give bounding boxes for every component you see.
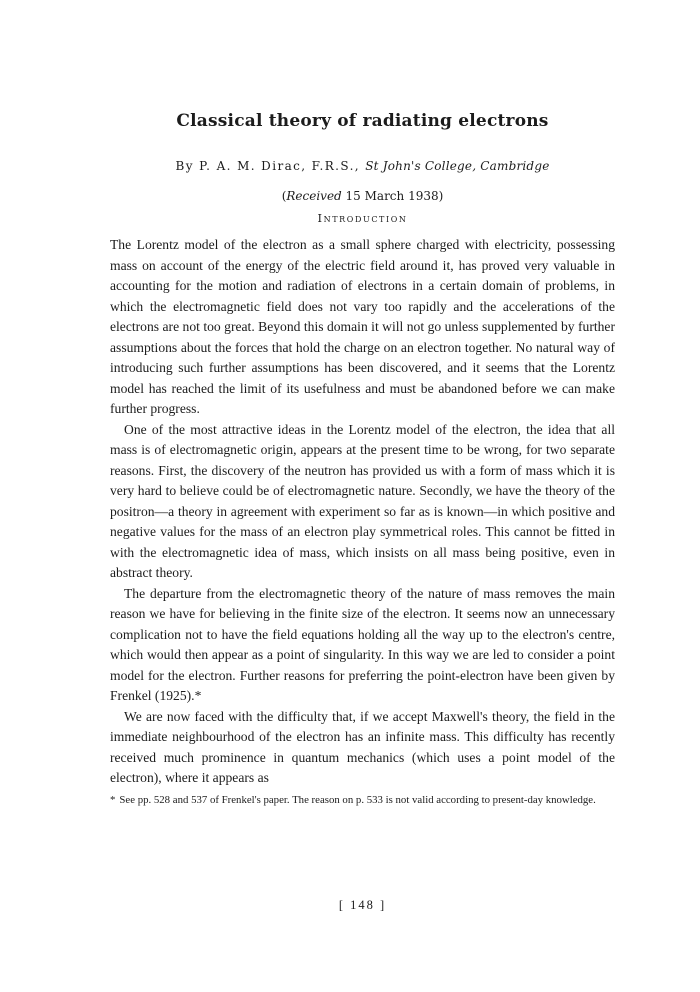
paragraph-4: We are now faced with the difficulty that, if we accept Maxwell's theory, the field in the immediate neighbourhood of the electron has an infinite mass. This difficulty has recently received much prominence in quantum mechanics (which uses a point model of the electron), where it appears as [110, 708, 615, 785]
author-affiliation: St John's College, Cambridge [365, 159, 550, 173]
body-text [110, 235, 615, 789]
paper-title: Classical theory of radiating electrons [176, 111, 549, 131]
author-name: By P. A. M. Dirac, F.R.S., [175, 159, 366, 173]
footnote-mark: * [110, 793, 116, 806]
section-heading: Introduction [317, 211, 408, 225]
paragraph-3: The departure from the electromagnetic theory of the nature of mass removes the main reason we have for believing in the finite size of the electron. It seems now an unnecessary complication not to have the field equations holding all the way up to the electron's centre, which would then appear as a point of singularity. In this way we are led to consider a point model for the electron. Further reasons for preferring the point-electron have been given by Frenkel (1925).* [110, 585, 615, 703]
received-open: ( [281, 189, 287, 203]
received-date [110, 188, 615, 204]
page-number: [ 148 ] [338, 898, 387, 912]
paragraph-1: The Lorentz model of the electron as a small sphere charged with electricity, possessing mass on account of the energy of the electric field around it, has proved very valuable in accounting for the motion and radiation of electrons in a certain domain of problems, in which the electromagnetic field does not vary too rapidly and the accelerations of the electrons are not too great. Beyond this domain it will not go unless supplemented by further assumptions about the forces that hold the charge on an electron together. No natural way of introducing such further assumptions has been discovered, and it seems that the Lorentz model has reached the limit of its usefulness and must be abandoned before we can make further progress. [110, 237, 615, 416]
paragraph-2: One of the most attractive ideas in the Lorentz model of the electron, the idea that all mass is of electromagnetic origin, appears at the present time to be wrong, for two separate reasons. First, the discovery of the neutron has provided us with a form of mass which it is very hard to believe could be of electromagnetic nature. Secondly, we have the theory of the positron—a theory in agreement with experiment so far as is known—in which positive and negative values for the mass of an electron play symmetrical roles. This cannot be fitted in with the electromagnetic idea of mass, which insists on all mass being positive, even in abstract theory. [110, 421, 615, 580]
footnote-text: See pp. 528 and 537 of Frenkel's paper. The reason on p. 533 is not valid according to present-day knowledge. [119, 793, 596, 806]
received-date-value: 15 March 1938) [341, 189, 444, 203]
author-byline [110, 158, 615, 174]
received-label: Received [286, 189, 342, 203]
footnote [110, 793, 615, 808]
paper-page [110, 108, 615, 912]
